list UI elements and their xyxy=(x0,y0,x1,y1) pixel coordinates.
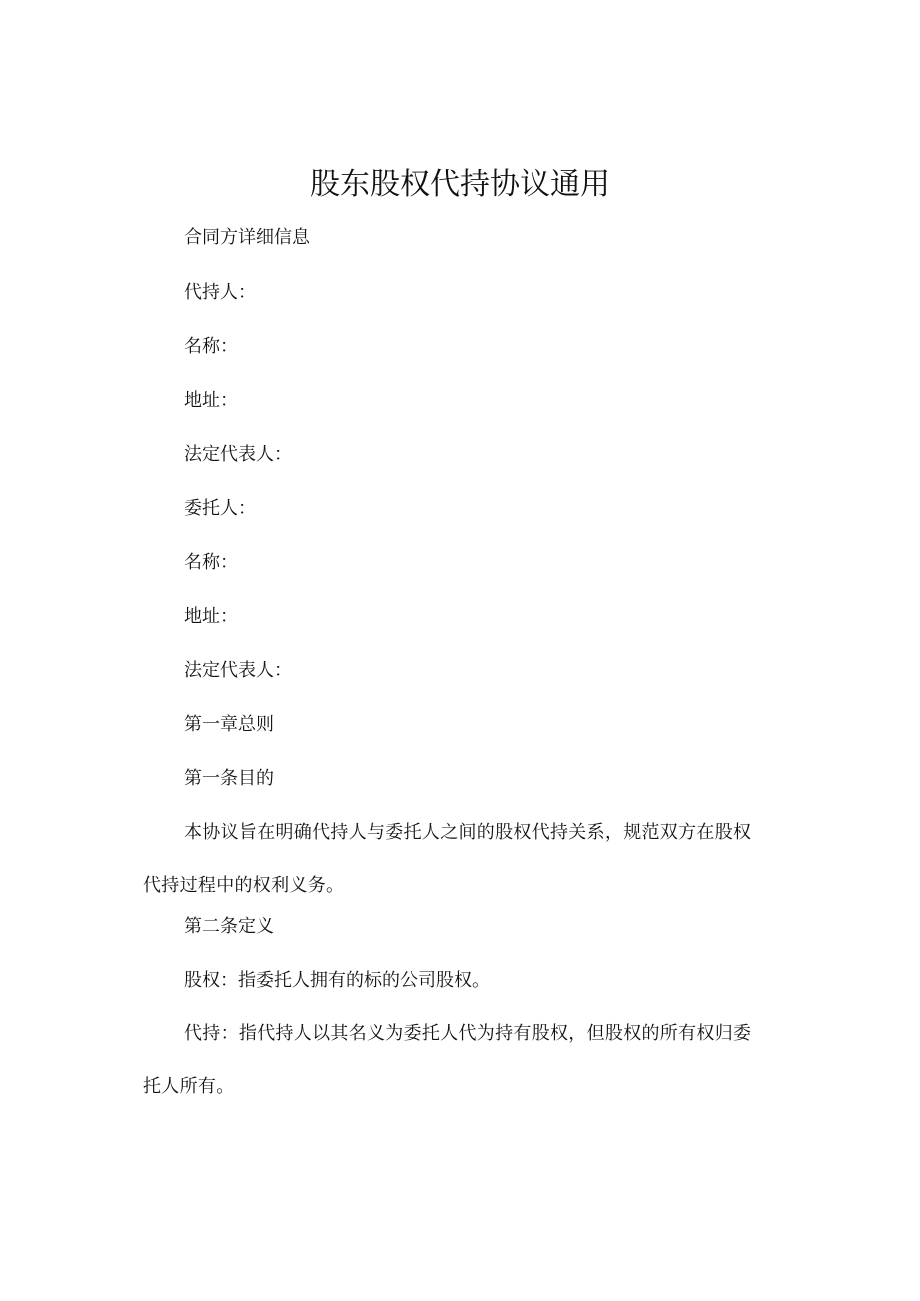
principal-name-label: 名称： xyxy=(184,552,238,573)
definition-holding-paragraph: 代持：指代持人以其名义为委托人代为持有股权，但股权的所有权归委托人所有。 xyxy=(143,1023,752,1097)
section-heading-parties: 合同方详细信息 xyxy=(184,227,310,248)
holder-label: 代持人： xyxy=(184,282,256,303)
holder-address-label: 地址： xyxy=(184,390,238,411)
article-2-heading: 第二条定义 xyxy=(184,916,274,937)
principal-label: 委托人： xyxy=(184,498,256,519)
principal-address-label: 地址： xyxy=(184,606,238,627)
holder-name-label: 名称： xyxy=(184,336,238,357)
chapter-heading: 第一章总则 xyxy=(184,714,274,735)
definition-equity: 股权：指委托人拥有的标的公司股权。 xyxy=(184,970,490,991)
document-title: 股东股权代持协议通用 xyxy=(310,167,610,202)
principal-legal-rep-label: 法定代表人： xyxy=(184,660,292,681)
holder-legal-rep-label: 法定代表人： xyxy=(184,444,292,465)
article-1-paragraph: 本协议旨在明确代持人与委托人之间的股权代持关系，规范双方在股权代持过程中的权利义务。 xyxy=(143,822,752,896)
article-1-heading: 第一条目的 xyxy=(184,768,274,789)
